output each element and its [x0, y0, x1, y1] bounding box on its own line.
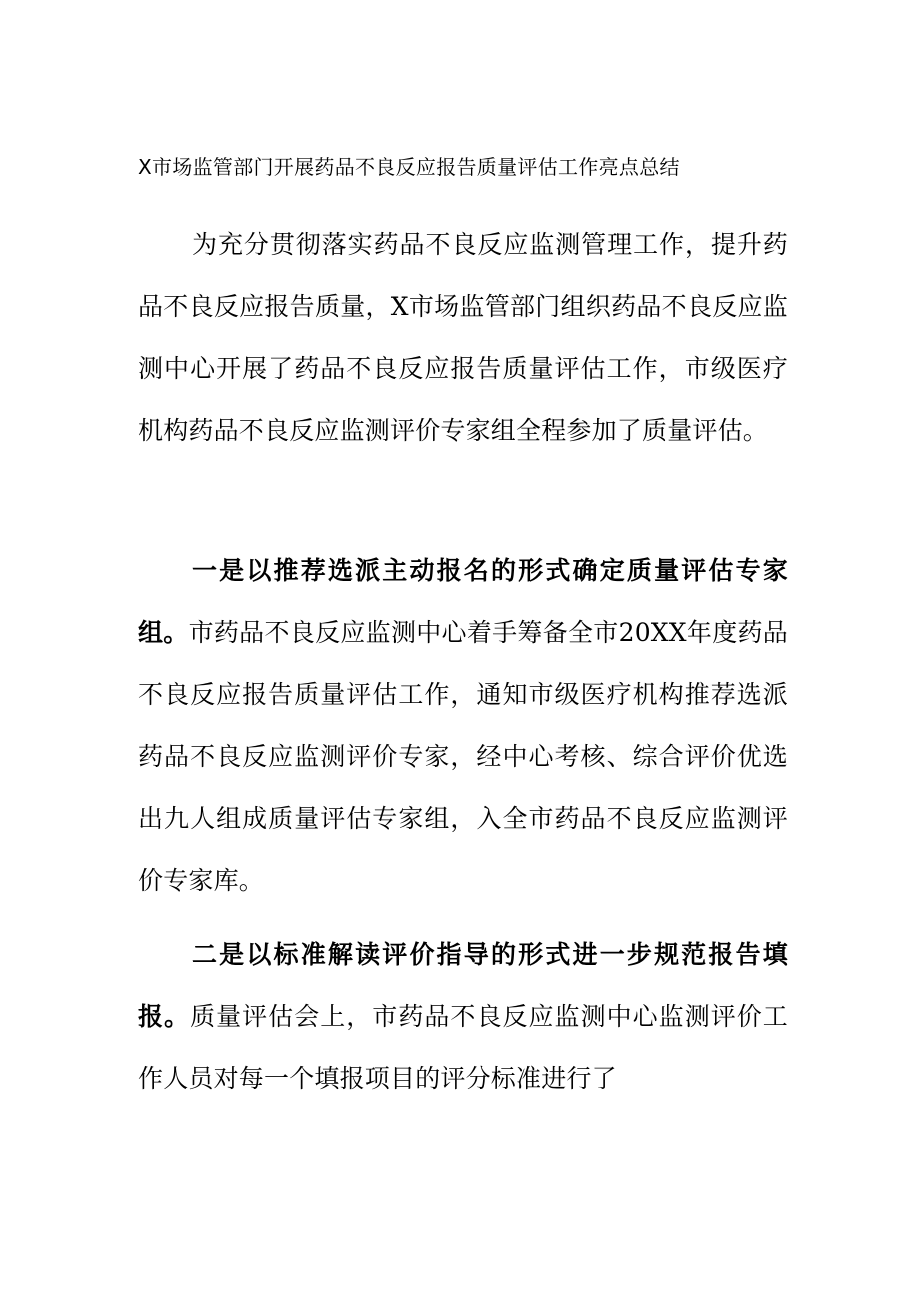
paragraph-intro: [138, 214, 788, 462]
paragraph-point-one: [138, 540, 788, 912]
paragraph-intro-body: 为充分贯彻落实药品不良反应监测管理工作，提升药品不良反应报告质量，X市场监管部门组织药品不良反应监测中心开展了药品不良反应报告质量评估工作，市级医疗机构药品不良反应监测评价专家组全程参加了质量评估。: [138, 230, 788, 445]
paragraph-point-one-body: 市药品不良反应监测中心着手筹备全市20XX年度药品不良反应报告质量评估工作，通知市级医疗机构推荐选派药品不良反应监测评价专家，经中心考核、综合评价优选出九人组成质量评估专家组，入全市药品不良反应监测评价专家库。: [138, 618, 788, 895]
document-title: X市场监管部门开展药品不良反应报告质量评估工作亮点总结: [138, 155, 680, 179]
paragraph-point-one-lead: 一是以推荐选派主动报名的形式确定质量评估专家组。: [138, 556, 788, 647]
paragraph-point-two-body: 质量评估会上，市药品不良反应监测中心监测评价工作人员对每一个填报项目的评分标准进行了: [138, 1002, 788, 1093]
paragraph-point-two: [138, 924, 788, 1110]
paragraph-point-two-lead: 二是以标准解读评价指导的形式进一步规范报告填报。: [138, 940, 788, 1031]
